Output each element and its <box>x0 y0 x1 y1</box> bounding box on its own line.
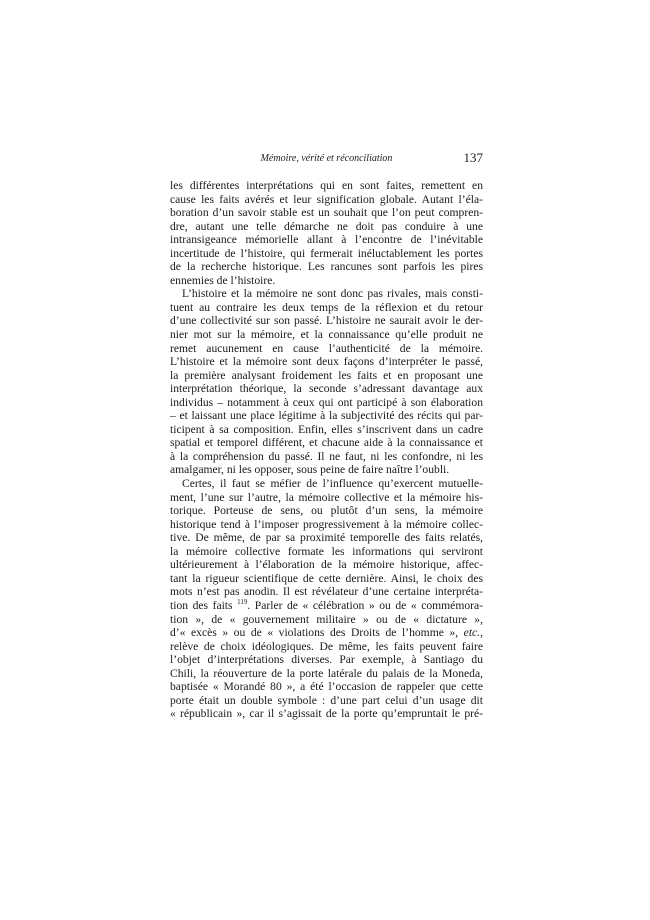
text-line: « républicain », car il s’agissait de la porte qu’empruntait le pré- <box>170 707 483 721</box>
page-number: 137 <box>463 150 483 165</box>
text-line: la mémoire collective formate les informations qui serviront <box>170 544 483 558</box>
text-line: interprétation théorique, la seconde s’adressant davantage aux <box>170 382 483 396</box>
text-line: ultérieurement à l’élaboration de la mémoire historique, affec- <box>170 558 483 572</box>
running-title: Mémoire, vérité et réconciliation <box>260 153 393 164</box>
text-line: d’une collectivité sur son passé. L’histoire ne saurait avoir le der- <box>170 314 483 328</box>
italic-etc: etc. <box>463 626 481 640</box>
text-line: tive. De même, de par sa proximité temporelle des faits relatés, <box>170 531 483 545</box>
text-line: Chili, la réouverture de la porte latérale du palais de la Moneda, <box>170 666 483 680</box>
text-line-with-etc: d’« excès » ou de « violations des Droits de l’homme », etc., <box>170 626 483 640</box>
text-line: historique tend à l’imposer progressivement à la mémoire collec- <box>170 517 483 531</box>
text-line: spatial et temporel différent, et chacune aide à la connaissance et <box>170 436 483 450</box>
text-line: Certes, il faut se méfier de l’influence qu’exercent mutuelle- <box>182 477 483 491</box>
text-line: cause les faits avérés et leur signification globale. Autant l’éla- <box>170 192 483 206</box>
text-line: amalgamer, ni les opposer, sous peine de faire naître l’oubli. <box>170 463 450 477</box>
text-line-with-footnote: tion des faits $^{119}$. Parler de « célébration » ou de « commémora- <box>170 598 483 612</box>
text-line: intransigeance mémorielle allant à l’encontre de l’inévitable <box>170 233 483 247</box>
text-line: boration d’un savoir stable est un souhait que l’on peut compren- <box>170 206 483 220</box>
footnote-ref[interactable]: 119 <box>237 598 248 607</box>
text-line: ticipent à sa composition. Enfin, elles s’inscrivent dans un cadre <box>170 422 483 436</box>
body-text <box>170 179 483 721</box>
paragraph-3 <box>170 477 483 721</box>
text-line: les différentes interprétations qui en sont faites, remettent en <box>170 179 483 192</box>
text-line: nier mot sur la mémoire, et la connaissance qu’elle produit ne <box>170 328 483 342</box>
text-line: l’objet d’interprétations diverses. Par exemple, à Santiago du <box>170 653 483 667</box>
text-line: mots n’est pas anodin. Il est révélateur d’une certaine interpréta- <box>170 585 483 599</box>
text-line: à la compréhension du passé. Il ne faut, ni les confondre, ni les <box>170 449 483 463</box>
text-line: ennemies de l’histoire. <box>170 273 276 287</box>
text-line: torique. Porteuse de sens, ou plutôt d’un sens, la mémoire <box>170 504 483 518</box>
text-line: tuent au contraire les deux temps de la réflexion et du retour <box>170 300 483 314</box>
text-line: dre, autant une telle démarche ne doit pas conduire à une <box>170 219 483 233</box>
text-line: L’histoire et la mémoire ne sont donc pas rivales, mais consti- <box>182 287 483 301</box>
text-line: tant la rigueur scientifique de cette dernière. Ainsi, le choix des <box>170 571 483 585</box>
paragraph-1 <box>170 179 483 287</box>
text-line: de la recherche historique. Les rancunes sont parfois les pires <box>170 260 483 274</box>
text-line: L’histoire et la mémoire sont deux façons d’interpréter le passé, <box>170 355 483 369</box>
text-line: remet aucunement en cause l’authenticité de la mémoire. <box>170 341 483 355</box>
text-line: individus – notamment à ceux qui ont participé à son élaboration <box>170 395 483 409</box>
text-line: incertitude de l’histoire, qui fermerait inéluctablement les portes <box>170 246 483 260</box>
paragraph-2 <box>170 287 483 477</box>
text-line: baptisée « Morandé 80 », a été l’occasion de rappeler que cette <box>170 680 483 694</box>
text-line: ment, l’une sur l’autre, la mémoire collective et la mémoire his- <box>170 490 483 504</box>
text-line: porte était un double symbole : d’une part celui d’un usage dit <box>170 693 483 707</box>
running-head <box>170 150 483 166</box>
text-line: la première analysant froidement les faits et en proposant une <box>170 368 483 382</box>
text-line: – et laissant une place légitime à la subjectivité des récits qui par- <box>170 409 483 423</box>
text-line: tion », de « gouvernement militaire » ou de « dictature », <box>170 612 483 626</box>
text-line: relève de choix idéologiques. De même, les faits peuvent faire <box>170 639 483 653</box>
